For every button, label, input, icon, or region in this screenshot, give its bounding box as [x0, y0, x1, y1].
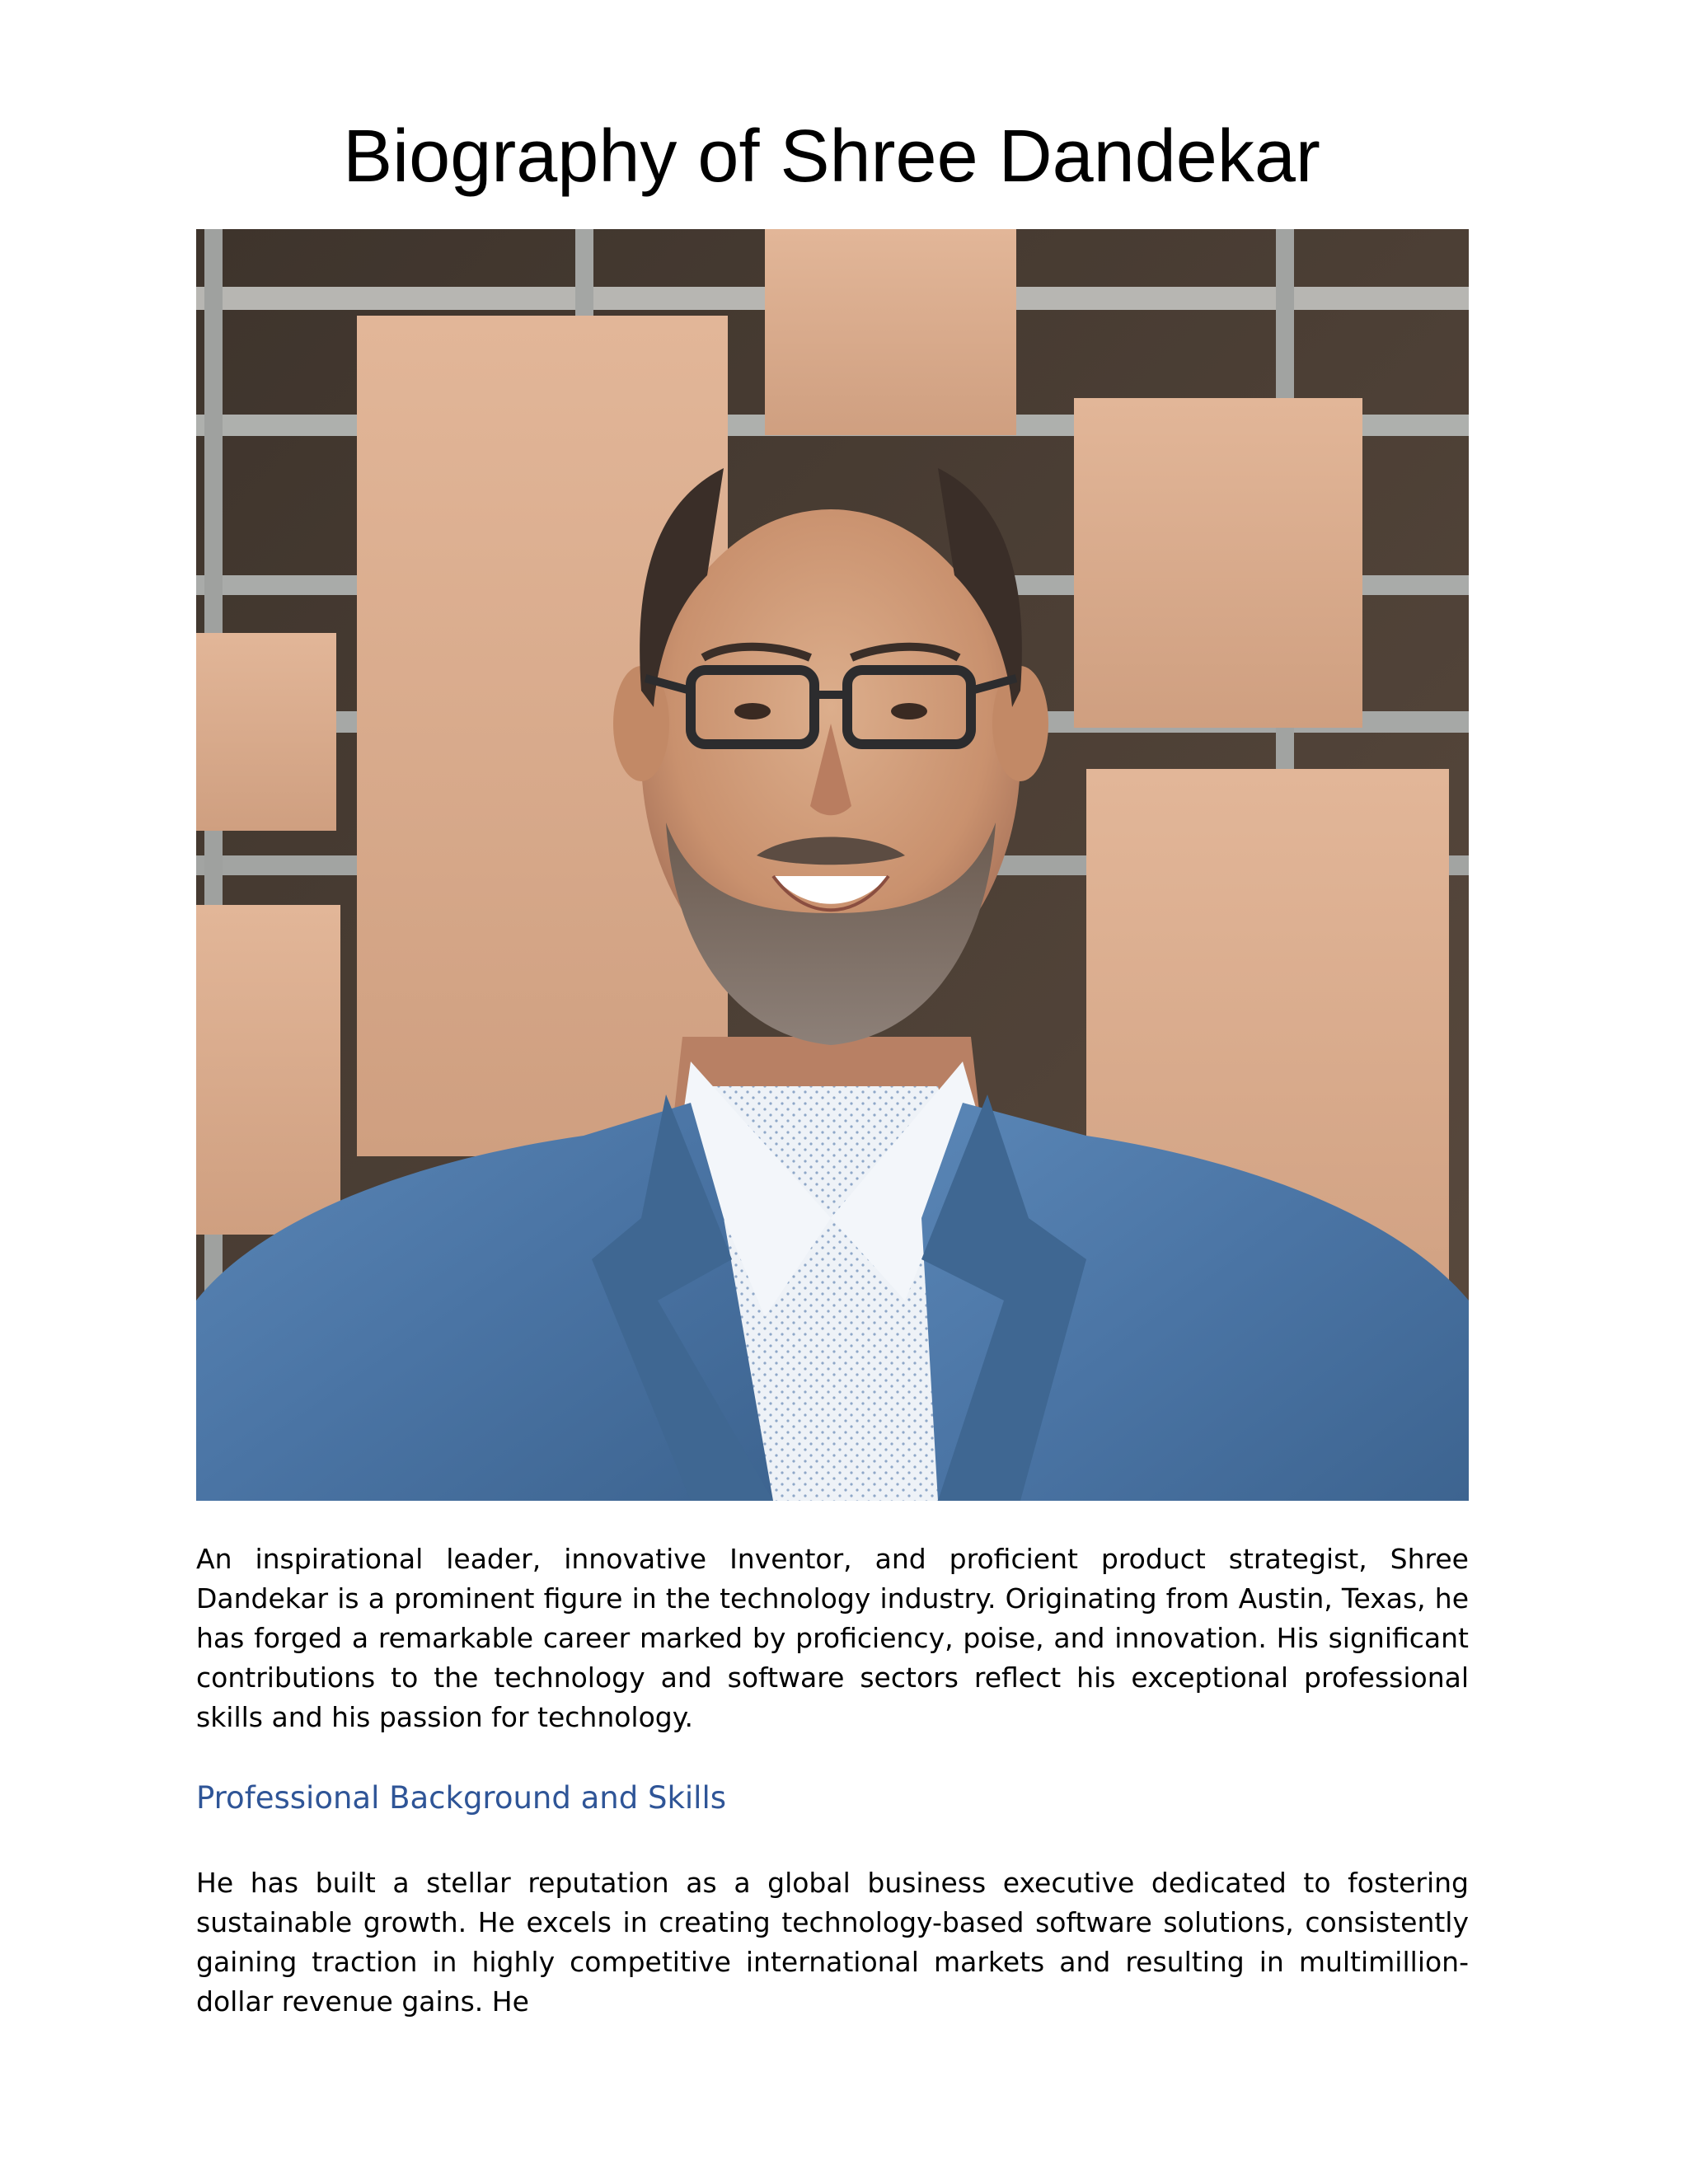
portrait-photo — [196, 229, 1469, 1501]
section-heading: Professional Background and Skills — [196, 1780, 727, 1816]
page-title: Biography of Shree Dandekar — [343, 115, 1320, 198]
section-paragraph: He has built a stellar reputation as a global business executive dedicated to fostering sustainable growth. He excels in creating technology-based software solutions, consistently gaining traction in highly competitive international markets and resulting in multimillion-dollar revenue gains. He — [196, 1867, 1469, 2018]
intro-paragraph: An inspirational leader, innovative Inventor, and proficient product strategist, Shree Dandekar is a prominent figure in the technology industry. Originating from Austin, Texas, he has forged a remarkable career marked by proficiency, poise, and innovation. His significant contributions to the technology and software sectors reflect his exceptional professional skills and his passion for technology. — [196, 1543, 1469, 1733]
